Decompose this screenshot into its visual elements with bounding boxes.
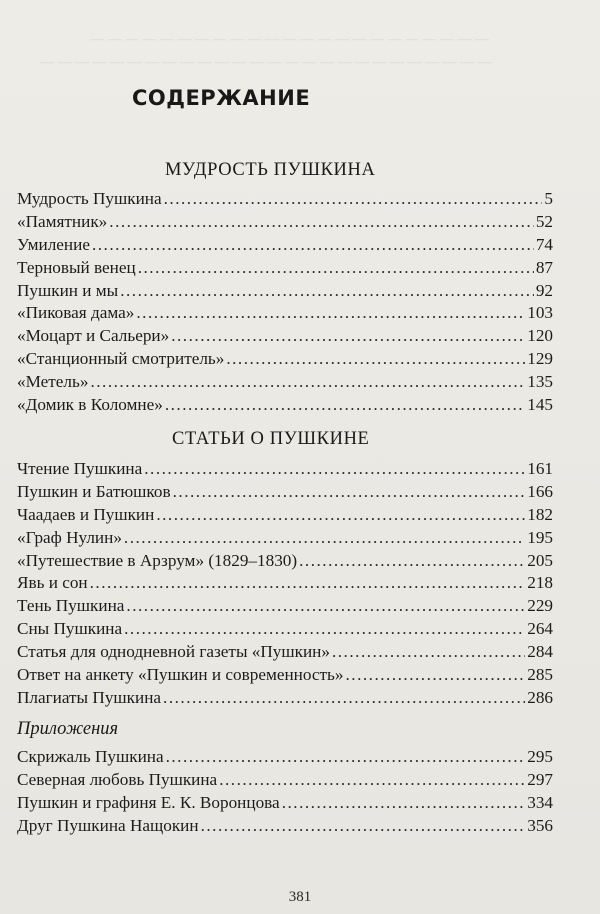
entry-title: «Моцарт и Сальери» [17, 326, 170, 346]
dot-leader [332, 641, 525, 664]
toc-entry[interactable] [17, 371, 553, 394]
dot-leader [201, 815, 526, 838]
toc-entry[interactable] [17, 687, 553, 710]
dot-leader [92, 234, 534, 257]
entry-page: 145 [527, 395, 553, 415]
entry-title: Северная любовь Пушкина [17, 769, 218, 789]
entry-page: 5 [544, 189, 553, 208]
entry-title: «Путешествие в Арзрум» (1829–1830) [17, 550, 298, 570]
entry-page: 74 [535, 234, 553, 254]
dot-leader [156, 504, 525, 527]
section-title: МУДРОСТЬ ПУШКИНА [165, 160, 376, 180]
entry-page: 286 [527, 687, 553, 707]
toc-entry[interactable] [17, 211, 553, 234]
toc-section-1 [17, 188, 553, 417]
dot-leader [90, 371, 525, 394]
dot-leader [164, 188, 543, 211]
entry-page: 92 [535, 280, 553, 300]
toc-entry[interactable] [17, 595, 553, 618]
dot-leader [124, 527, 525, 550]
entry-title: Явь и сон [17, 573, 88, 593]
dot-leader [165, 394, 525, 417]
entry-title: Сны Пушкина [17, 619, 123, 639]
dot-leader [219, 769, 525, 792]
toc-entry[interactable] [17, 394, 553, 417]
entry-title: «Памятник» [17, 211, 108, 231]
toc-entry[interactable] [17, 769, 553, 792]
dot-leader [126, 595, 525, 618]
bleed-through-decoration: — — — — — — — — — — — — — — — — — — — — — — — [90, 32, 489, 47]
toc-entry[interactable] [17, 458, 553, 481]
toc-appendix [17, 746, 553, 838]
dot-leader [345, 664, 525, 687]
bleed-through-decoration: — — — — — — — — — — — — — — — — — — — — — — — — — — [40, 55, 492, 70]
dot-leader [173, 481, 526, 504]
page-number: 381 [288, 889, 312, 905]
entry-title: «Станционный смотритель» [17, 349, 225, 369]
dot-leader [136, 302, 525, 325]
entry-page: 285 [527, 665, 553, 685]
page-title: СОДЕРЖАНИЕ [132, 86, 311, 110]
entry-title: Пушкин и Батюшков [17, 481, 171, 501]
appendix-title: Приложения [17, 719, 119, 739]
toc-entry[interactable] [17, 481, 553, 504]
entry-page: 103 [527, 303, 553, 323]
entry-title: Скрижаль Пушкина [17, 747, 164, 766]
entry-page: 264 [527, 619, 553, 639]
entry-page: 334 [527, 792, 553, 812]
dot-leader [138, 257, 534, 280]
entry-title: «Домик в Коломне» [17, 395, 163, 415]
entry-page: 166 [527, 481, 553, 501]
toc-entry[interactable] [17, 572, 553, 595]
dot-leader [226, 348, 525, 371]
entry-page: 182 [527, 504, 553, 524]
entry-title: Плагиаты Пушкина [17, 687, 162, 707]
entry-title: Статья для однодневной газеты «Пушкин» [17, 642, 330, 662]
entry-page: 195 [527, 527, 553, 547]
entry-title: Чаадаев и Пушкин [17, 504, 155, 524]
entry-title: «Пиковая дама» [17, 303, 135, 323]
entry-page: 295 [527, 747, 553, 766]
dot-leader [163, 687, 525, 710]
entry-page: 87 [535, 257, 553, 277]
entry-title: Умиление [17, 234, 90, 254]
toc-entry[interactable] [17, 527, 553, 550]
entry-title: Чтение Пушкина [17, 459, 143, 478]
entry-title: Пушкин и графиня Е. К. Воронцова [17, 792, 280, 812]
entry-page: 161 [527, 459, 553, 478]
toc-entry[interactable] [17, 280, 553, 303]
dot-leader [109, 211, 534, 234]
toc-entry[interactable] [17, 550, 553, 573]
entry-page: 229 [527, 596, 553, 616]
dot-leader [299, 550, 525, 573]
entry-page: 356 [527, 815, 553, 835]
dot-leader [166, 746, 526, 769]
toc-entry[interactable] [17, 815, 553, 838]
dot-leader [282, 792, 526, 815]
dot-leader [144, 458, 525, 481]
toc-entry[interactable] [17, 746, 553, 769]
toc-entry[interactable] [17, 234, 553, 257]
dot-leader [171, 325, 525, 348]
entry-title: Мудрость Пушкина [17, 189, 162, 208]
entry-title: «Граф Нулин» [17, 527, 122, 547]
entry-title: Терновый венец [17, 257, 136, 277]
toc-entry[interactable] [17, 664, 553, 687]
toc-entry[interactable] [17, 641, 553, 664]
entry-page: 218 [527, 573, 553, 593]
toc-entry[interactable] [17, 257, 553, 280]
entry-page: 135 [527, 372, 553, 392]
entry-title: Тень Пушкина [17, 596, 125, 616]
entry-page: 120 [527, 326, 553, 346]
entry-page: 284 [527, 642, 553, 662]
toc-entry[interactable] [17, 618, 553, 641]
entry-title: Пушкин и мы [17, 280, 119, 300]
entry-page: 52 [535, 211, 553, 231]
entry-page: 297 [527, 769, 553, 789]
dot-leader [120, 280, 534, 303]
toc-entry[interactable] [17, 504, 553, 527]
entry-title: Друг Пушкина Нащокин [17, 815, 199, 835]
toc-entry[interactable] [17, 348, 553, 371]
toc-entry[interactable] [17, 302, 553, 325]
toc-entry[interactable] [17, 792, 553, 815]
entry-page: 205 [527, 550, 553, 570]
entry-page: 129 [527, 349, 553, 369]
entry-title: Ответ на анкету «Пушкин и современность» [17, 665, 344, 685]
toc-entry[interactable] [17, 325, 553, 348]
toc-entry[interactable] [17, 188, 553, 211]
section-title: СТАТЬИ О ПУШКИНЕ [172, 429, 370, 449]
toc-section-2 [17, 458, 553, 710]
dot-leader [90, 572, 526, 595]
dot-leader [124, 618, 525, 641]
entry-title: «Метель» [17, 372, 89, 392]
